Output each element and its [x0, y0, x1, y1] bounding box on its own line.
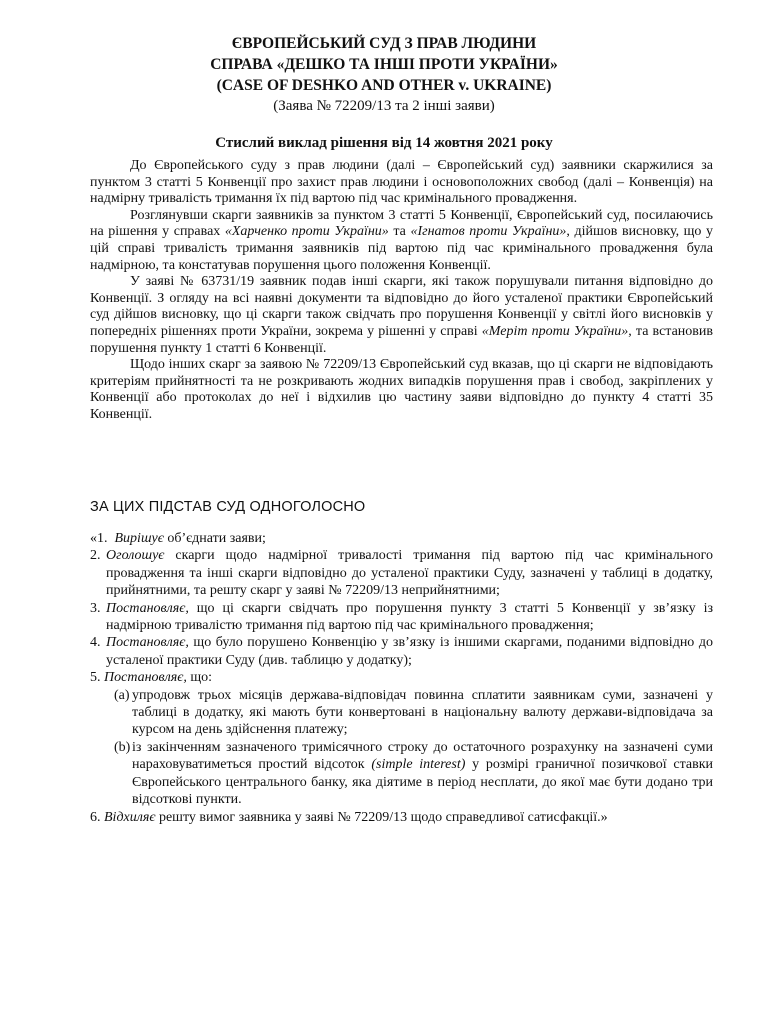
summary-title: Стислий виклад рішення від 14 жовтня 2021 року — [215, 135, 553, 151]
court-name: ЄВРОПЕЙСЬКИЙ СУД З ПРАВ ЛЮДИНИ — [231, 35, 537, 52]
application-number: (Заява № 72209/13 та 2 інші заяви) — [273, 98, 495, 114]
provision-3-verb: Постановляє, — [106, 600, 189, 616]
paragraph-4: Щодо інших скарг за заявою № 72209/13 Європейський суд вказав, що ці скарги не відповідають критеріям прийнятності та не розкривають жодних випадків порушення прав і свобод, закріплених у Конвенції або протоколах до неї і відхилив цю частину заяви відповідно до пункту 4 статті 35 Конвенції. — [90, 357, 713, 422]
section-heading: ЗА ЦИХ ПІДСТАВ СУД ОДНОГОЛОСНО — [90, 499, 366, 515]
provision-5a — [90, 687, 713, 739]
document-header — [0, 33, 768, 117]
paragraph-3 — [90, 274, 713, 357]
provision-5-number: 5. — [90, 670, 101, 686]
provision-5b-text-b: у розмірі граничної позичкової ставки Європейського центрального банку, яка діятиме в період несплати, до якої має бути додано три відсоткові пункти. — [132, 757, 713, 808]
provision-5b — [90, 739, 713, 809]
provision-4-verb: Постановляє, — [106, 635, 189, 651]
provision-1 — [90, 530, 713, 547]
provision-5b-text-a: із закінченням зазначеного тримісячного строку до остаточного розрахунку на зазначені суми нараховуватиметься простий відсоток — [132, 739, 713, 773]
provision-1-text: об’єднати заяви; — [163, 531, 266, 546]
operative-provisions — [90, 530, 713, 826]
paragraph-1: До Європейського суду з прав людини (далі – Європейський суд) заявники скаржилися за пунктом 3 статті 5 Конвенції про захист прав людини і основоположних свобод (далі – Конвенція) на надмірну тривалість тримання їх під вартою під час кримінального провадження. — [90, 158, 713, 207]
case-reference-ignatov: «Ігнатов проти України» — [410, 224, 567, 240]
provision-6-verb: Відхиляє — [104, 809, 156, 825]
paragraph-2-text-b: та — [388, 224, 411, 240]
provision-1-verb: Вирішує — [114, 531, 164, 546]
provision-2 — [90, 547, 713, 599]
provision-4 — [90, 634, 713, 669]
case-title-ua: СПРАВА «ДЕШКО ТА ІНШІ ПРОТИ УКРАЇНИ» — [210, 56, 558, 73]
case-reference-kharchenko: «Харченко проти України» — [224, 224, 389, 240]
provision-6-text: решту вимог заявника у заяві № 72209/13 щодо справедливої сатисфакції.» — [155, 809, 608, 825]
provision-6 — [90, 809, 713, 826]
provision-5a-number: (a) — [114, 687, 130, 703]
paragraph-2-text-a: Розглянувши скарги заявників за пунктом 3 статті 5 Конвенції, Європейський суд, посилаючись на рішення у справах — [90, 207, 713, 240]
provision-5-verb: Постановляє, — [104, 670, 187, 686]
provision-2-text: скарги щодо надмірної тривалості тримання під вартою під час кримінального провадження та інші скарги відповідно до усталеної практики Суду, зазначені у таблиці в додатку, прийнятними, та решту скарг у заяві № 72209/13 неприйнятними; — [106, 548, 713, 599]
provision-3-number: 3. — [90, 600, 101, 616]
provision-5-text: що: — [186, 670, 213, 686]
summary-body — [90, 158, 713, 424]
provision-1-number: «1. — [90, 531, 108, 546]
provision-5a-text: упродовж трьох місяців держава-відповідач повинна сплатити заявникам суми, зазначені у таблиці в додатку, які мають бути конвертовані в національну валюту держави-відповідача за курсом на день здійснення платежу; — [132, 687, 713, 738]
case-reference-merit: «Меріт проти України» — [481, 323, 629, 339]
paragraph-2 — [90, 208, 713, 274]
provision-4-text: що було порушено Конвенцію у зв’язку із іншими скаргами, поданими відповідно до усталеної практики Суду (див. таблицю у додатку); — [106, 635, 713, 668]
provision-6-number: 6. — [90, 809, 101, 825]
paragraph-2-text-c: , дійшов висновку, що у цій справі тривалість тримання заявників під вартою під час кримінального провадження була надмірною, та констатував порушення цього положення Конвенції. — [90, 224, 713, 273]
provision-2-number: 2. — [90, 548, 101, 564]
provision-3-text: що ці скарги свідчать про порушення пункту 3 статті 5 Конвенції у зв’язку із надмірною тривалістю тримання під вартою під час кримінального провадження; — [106, 600, 713, 634]
provision-5b-number: (b) — [114, 739, 131, 755]
paragraph-3-text-b: , та встановив порушення пункту 1 статті 6 Конвенції. — [90, 323, 714, 356]
provision-5 — [90, 669, 713, 686]
case-title-en: (CASE OF DESHKO AND OTHER v. UKRAINE) — [216, 77, 552, 94]
paragraph-3-text-a: У заяві № 63731/19 заявник подав інші скарги, які також порушували питання відповідно до Конвенції. З огляду на всі наявні документи та відповідно до його усталеної практики Європейський суд дійшов висновку, що ці скарги також свідчать про порушення Конвенції у світлі його висновків у попередніх рішеннях проти України, зокрема у рішенні у справі — [90, 274, 713, 339]
provision-3 — [90, 600, 713, 635]
provision-2-verb: Оголошує — [106, 548, 165, 564]
provision-4-number: 4. — [90, 635, 101, 651]
simple-interest-term: (simple interest) — [371, 757, 466, 773]
